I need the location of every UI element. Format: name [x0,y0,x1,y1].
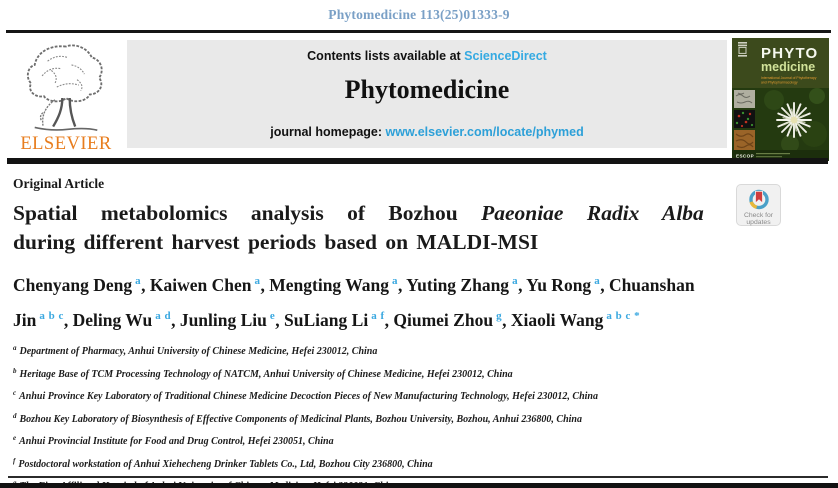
homepage-link[interactable]: www.elsevier.com/locate/phymed [385,125,584,139]
affiliation-text: Department of Pharmacy, Anhui University of Chinese Medicine, Hefei 230012, China [19,346,378,357]
author-affil-superscript: a [594,275,601,287]
author-separator: , [141,275,150,295]
author-name: Chenyang Deng [13,275,133,295]
cover-flower [777,103,811,137]
author-name: Yuting Zhang [406,275,510,295]
bottom-thick-rule [0,483,838,488]
contents-prefix: Contents lists available at [307,49,465,63]
title-latin-name: Paeoniae Radix Alba [481,201,704,225]
affiliation-superscript: f [13,456,16,465]
author [393,310,510,330]
affiliation-superscript: c [13,389,17,397]
crossmark-icon [745,187,773,212]
author-affil-superscript: a [254,275,261,287]
contents-line [127,40,727,63]
crossmark-label-line2: updates [746,219,771,227]
article-title-line2: during different harvest periods based on MALDI-MSI [13,230,539,254]
affiliation [13,433,719,448]
author-affil-superscript: g [496,310,503,322]
author-name: Qiumei Zhou [393,310,494,330]
author-separator: , [275,310,285,330]
cover-footer-text: ESCOP [736,153,755,159]
cover-subtitle-2: and Phytopharmacology [761,80,798,85]
author-affil-superscript: a [512,275,519,287]
author-separator: , [171,310,180,330]
author [526,275,609,295]
author-name: Deling Wu [72,310,153,330]
author-separator: , [600,275,609,295]
cover-subtitle-1: International Journal of Phytotherapy [761,76,817,80]
author-name: Kaiwen Chen [149,275,252,295]
author-list [13,266,705,336]
author [284,310,393,330]
author-separator: , [260,275,270,295]
affiliation-text: Postdoctoral workstation of Anhui Xiehecheng Drinker Tablets Co., Ltd, Bozhou City 236800, China [18,458,433,470]
journal-citation: Phytomedicine 113(25)01333-9 [328,7,510,22]
title-text: Spatial metabolomics analysis of Bozhou [13,201,458,225]
article-title [13,199,725,257]
author [511,310,640,330]
affiliation-superscript: b [13,366,17,375]
author-name: Chuanshan Jin [13,275,695,330]
affiliation-text: Heritage Base of TCM Processing Technology of NATCM, Anhui University of Chinese Medicine, Hefei 230012, China [19,368,513,380]
author [73,310,180,330]
elsevier-tree-icon [20,41,112,133]
bottom-thin-rule [8,476,828,478]
author-name: Mengting Wang [269,275,389,295]
author-affil-superscript: a f [371,310,385,322]
author-separator: , [63,310,73,330]
author-separator: , [398,275,407,295]
affiliation [13,456,719,471]
author-name: Yu Rong [526,275,592,295]
author [180,310,284,330]
crossmark-label-line1: Check for [743,212,774,219]
author-affil-superscript: a b c * [606,310,641,322]
author [269,275,406,295]
affiliation-superscript: d [13,411,17,420]
journal-cover-thumbnail [732,38,829,161]
affiliation-text: Anhui Provincial Institute for Food and Drug Control, Hefei 230051, China [19,436,334,447]
affiliation-text: Anhui Province Key Laboratory of Traditional Chinese Medicine Decoction Pieces of New Manufacturing Technology, Hefei 230012, China [19,391,598,402]
homepage-line [127,125,727,139]
author-affil-superscript: a d [155,310,172,322]
cover-micrograph-squares [734,90,755,150]
author-separator: , [384,310,394,330]
affiliation-superscript: e [13,434,17,442]
journal-banner [127,40,727,148]
top-rule [6,30,831,33]
affiliation [13,343,719,358]
author-name: Xiaoli Wang [510,310,604,330]
article-title-line1 [13,199,725,228]
affiliation [13,366,719,381]
author [150,275,269,295]
affiliation [13,411,719,426]
author-name: SuLiang Li [284,310,369,330]
author-affil-superscript: a b c [39,310,64,322]
cover-title-bottom: medicine [761,60,816,74]
author-name: Junling Liu [179,310,267,330]
author-separator: , [502,310,511,330]
author-affil-superscript: a [135,275,142,287]
sciencedirect-link[interactable]: ScienceDirect [464,49,547,63]
crossmark-badge[interactable] [736,184,781,226]
affiliation-text: Bozhou Key Laboratory of Biosynthesis of Effective Components of Medicinal Plants, Bozhou University, Bozhou, Anhui 236800, China [19,413,582,425]
article-type-label: Original Article [13,176,105,191]
cover-title-top: PHYTO [761,45,819,62]
elsevier-wordmark: ELSEVIER [20,134,112,154]
elsevier-logo [13,41,119,161]
header-rule [7,158,828,164]
homepage-prefix: journal homepage: [270,125,386,139]
affiliation-superscript: a [13,344,17,352]
author [13,275,150,295]
author-affil-superscript: e [269,310,276,322]
affiliation-list [13,343,719,488]
journal-title: Phytomedicine [344,75,510,104]
author [406,275,526,295]
author-separator: , [518,275,527,295]
affiliation [13,388,719,403]
author-affil-superscript: a [392,275,398,287]
